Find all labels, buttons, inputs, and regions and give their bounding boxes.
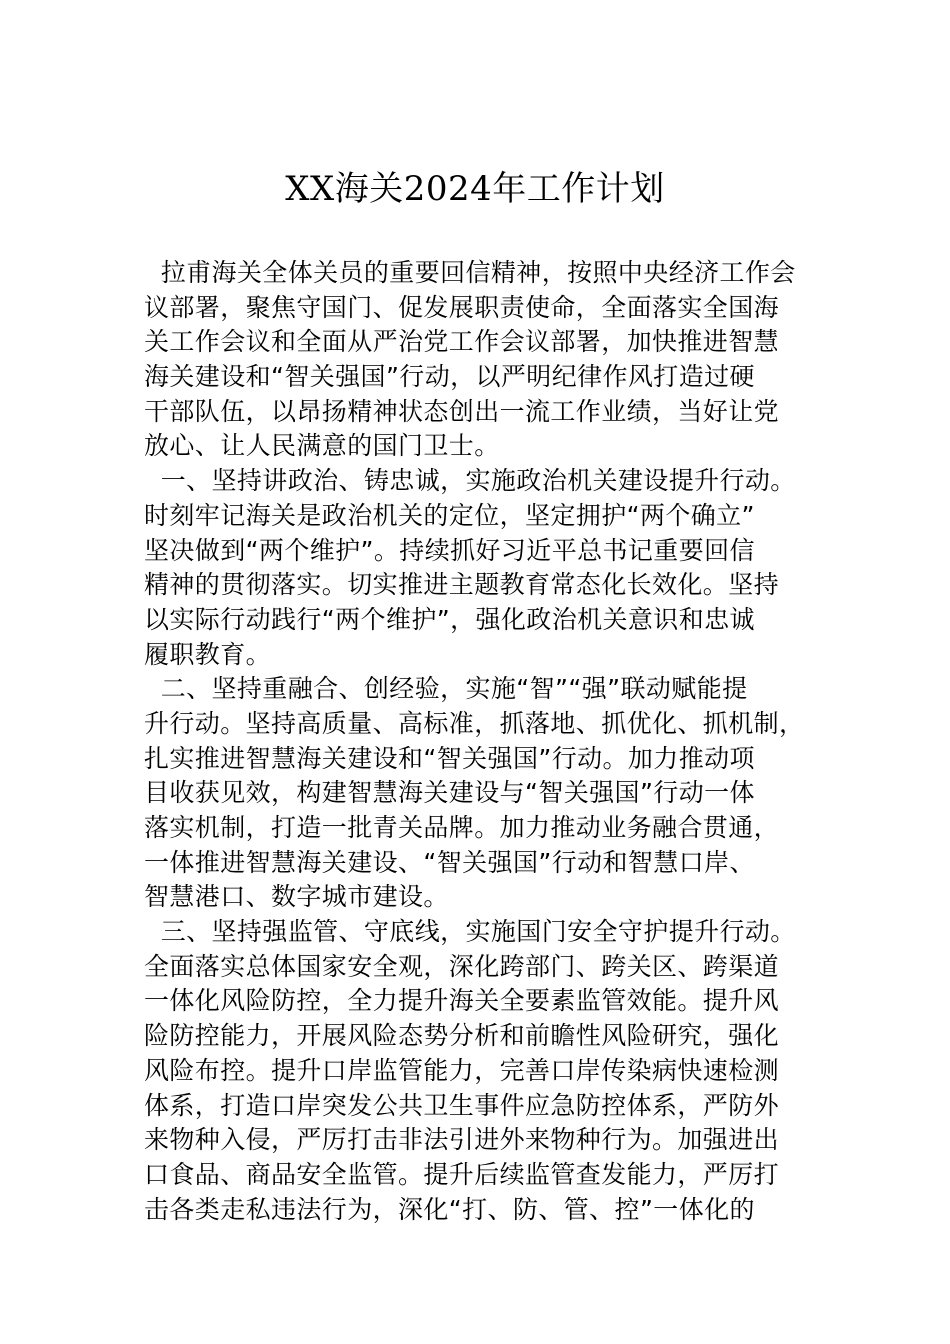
text-line: 扎实推进智慧海关建设和“智关强国”行动。加力推动项 [144, 743, 755, 773]
text-line: 体系，打造口岸突发公共卫生事件应急防控体系，严防外 [144, 1090, 780, 1120]
text-line: 干部队伍，以昂扬精神状态创出一流工作业绩，当好让党 [144, 396, 780, 426]
text-line: 时刻牢记海关是政治机关的定位，坚定拥护“两个确立” [144, 500, 755, 530]
text-line: 目收获见效，构建智慧海关建设与“智关强国”行动一体 [144, 778, 755, 808]
text-line: 海关建设和“智关强国”行动，以严明纪律作风打造过硬 [144, 362, 755, 392]
paragraph-section-1 [144, 464, 812, 672]
text-line: 议部署，聚焦守国门、促发展职责使命，全面落实全国海 [144, 292, 780, 322]
text-line: 落实机制，打造一批青关品牌。加力推动业务融合贯通， [144, 813, 780, 842]
text-line: 放心、让人民满意的国门卫士。 [144, 431, 500, 461]
text-line: 来物种入侵，严厉打击非法引进外来物种行为。加强进出 [144, 1125, 780, 1155]
paragraph-section-2 [144, 672, 812, 915]
text-line: 口食品、商品安全监管。提升后续监管查发能力，严厉打 [144, 1159, 780, 1189]
text-line: 以实际行动践行“两个维护”，强化政治机关意识和忠诚 [144, 604, 755, 634]
text-line: 履职教育。 [144, 639, 272, 669]
text-line: 智慧港口、数字城市建设。 [144, 882, 449, 912]
paragraph-intro [144, 256, 812, 464]
text-line: 坚决做到“两个维护”。持续抓好习近平总书记重要回信 [144, 535, 755, 565]
paragraph-section-3 [144, 915, 812, 1227]
text-line: 一、坚持讲政治、铸忠诚，实施政治机关建设提升行动。 [144, 466, 796, 496]
text-line: 三、坚持强监管、守底线，实施国门安全守护提升行动。 [144, 917, 796, 947]
text-line: 击各类走私违法行为，深化“打、防、管、控”一体化的 [144, 1194, 755, 1224]
text-line: 一体推进智慧海关建设、“智关强国”行动和智慧口岸、 [144, 847, 755, 877]
text-line: 全面落实总体国家安全观，深化跨部门、跨关区、跨渠道 [144, 951, 780, 981]
text-line: 拉甫海关全体关员的重要回信精神，按照中央经济工作会 [144, 258, 796, 287]
document-title: XX海关2024年工作计划 [285, 169, 665, 209]
text-line: 风险布控。提升口岸监管能力，完善口岸传染病快速检测 [144, 1055, 780, 1085]
text-line: 险防控能力，开展风险态势分析和前瞻性风险研究，强化 [144, 1021, 780, 1051]
text-line: 升行动。坚持高质量、高标准，抓落地、抓优化、抓机制， [144, 708, 805, 738]
document-body [144, 256, 812, 1227]
text-line: 二、坚持重融合、创经验，实施“智”“强”联动赋能提 [144, 674, 748, 704]
text-line: 关工作会议和全面从严治党工作会议部署，加快推进智慧 [144, 327, 780, 357]
text-line: 一体化风险防控，全力提升海关全要素监管效能。提升风 [144, 986, 780, 1016]
text-line: 精神的贯彻落实。切实推进主题教育常态化长效化。坚持 [144, 570, 780, 600]
